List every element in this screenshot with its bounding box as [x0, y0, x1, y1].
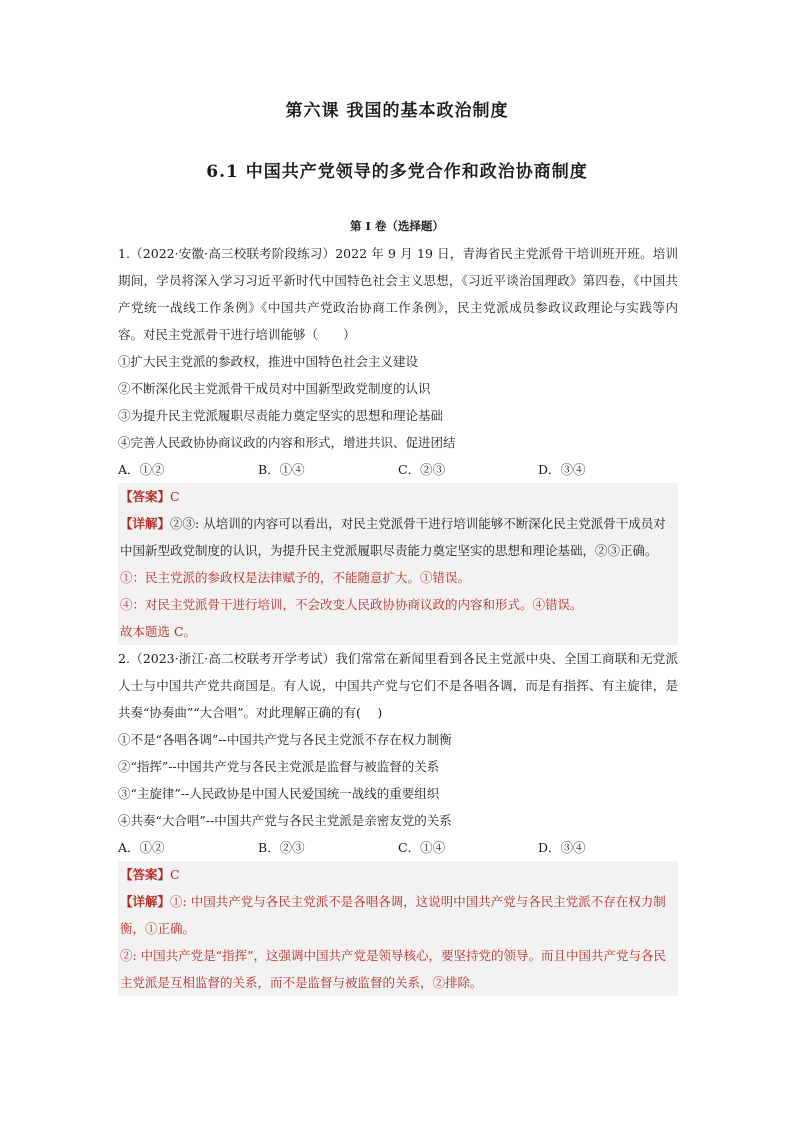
lesson-title: 第六课 我国的基本政治制度 — [285, 101, 509, 121]
detail-tag: 【详解】 — [120, 516, 171, 531]
question-1-item: ④完善人民政协协商议政的内容和形式，增进共识、促进团结 — [118, 435, 456, 450]
option-a: A．①② — [118, 462, 165, 477]
detail-line: ①：民主党派的参政权是法律赋予的，不能随意扩大。①错误。 — [120, 570, 471, 585]
question-2-item: ②“指挥”--中国共产党与各民主党派是监督与被监督的关系 — [118, 759, 440, 774]
detail-text: ②③: 从培训的内容可以看出，对民主党派骨干进行培训能够不断深化民主党派骨干成员对中国新型政党制度的认识，为提升民主党派履职尽责能力奠定坚实的思想和理论基础，②③正确。 — [120, 516, 666, 558]
document-body — [118, 240, 678, 996]
detail-tag: 【详解】 — [120, 894, 171, 909]
detail-line: ④：对民主党派骨干进行培训，不会改变人民政协协商议政的内容和形式。④错误。 — [120, 597, 583, 612]
answer-value: C — [170, 867, 180, 882]
detail-text: ①: 中国共产党与各民主党派不是各唱各调，这说明中国共产党与各民主党派不存在权力制衡，①正确。 — [120, 894, 666, 936]
answer-tag: 【答案】 — [120, 489, 171, 504]
answer-line — [120, 861, 676, 888]
detail-line — [120, 888, 676, 942]
option-b: B．①④ — [258, 462, 305, 477]
question-1-item: ②不断深化民主党派骨干成员对中国新型政党制度的认识 — [118, 381, 431, 396]
question-1-stem: 1.（2022·安徽·高三校联考阶段练习）2022 年 9 月 19 日，青海省民主党派骨干培训班开班。培训期间，学员将深入学习习近平新时代中国特色社会主义思想，《习近平谈治国理政》第四卷，《中国共产党统一战线工作条例》《中国共产党政治协商工作条例》，民主党派成员参政议政理论与实践等内容。对民主党派骨干进行培训能够（ ） — [118, 246, 678, 342]
question-2-options — [118, 834, 678, 861]
answer-tag: 【答案】 — [120, 867, 171, 882]
option-a: A．①② — [118, 840, 165, 855]
question-2-item: ③“主旋律”--人民政协是中国人民爱国统一战线的重要组织 — [118, 786, 440, 801]
answer-value: C — [170, 489, 180, 504]
detail-line: ②: 中国共产党是“指挥”，这强调中国共产党是领导核心，要坚持党的领导。而且中国共产党与各民主党派是互相监督的关系，而不是监督与被监督的关系，②排除。 — [120, 948, 666, 990]
question-1-answer-block — [118, 483, 678, 645]
question-1-options — [118, 456, 678, 483]
question-1-item: ①扩大民主党派的参政权，推进中国特色社会主义建设 — [118, 354, 419, 369]
part-title: 第 I 卷（选择题） — [350, 219, 444, 233]
section-title: 6.1 中国共产党领导的多党合作和政治协商制度 — [206, 162, 588, 182]
question-2-item: ①不是“各唱各调”--中国共产党与各民主党派不存在权力制衡 — [118, 732, 452, 747]
option-d: D．③④ — [538, 462, 586, 477]
question-1-item: ③为提升民主党派履职尽责能力奠定坚实的思想和理论基础 — [118, 408, 444, 423]
option-b: B．②③ — [258, 840, 305, 855]
conclusion-line: 故本题选 C。 — [120, 624, 197, 639]
option-d: D．③④ — [538, 840, 586, 855]
answer-line — [120, 483, 676, 510]
option-c: C．①④ — [398, 840, 446, 855]
detail-line — [120, 510, 676, 564]
question-2-stem: 2.（2023·浙江·高二校联考开学考试）我们常常在新闻里看到各民主党派中央、全国工商联和无党派人士与中国共产党共商国是。有人说，中国共产党与它们不是各唱各调，而是有指挥、有主旋律，是共奏“协奏曲”“大合唱”。对此理解正确的有( ) — [118, 651, 678, 720]
option-c: C．②③ — [398, 462, 446, 477]
question-2-answer-block — [118, 861, 678, 996]
question-2-item: ④共奏“大合唱”--中国共产党与各民主党派是亲密友党的关系 — [118, 813, 452, 828]
